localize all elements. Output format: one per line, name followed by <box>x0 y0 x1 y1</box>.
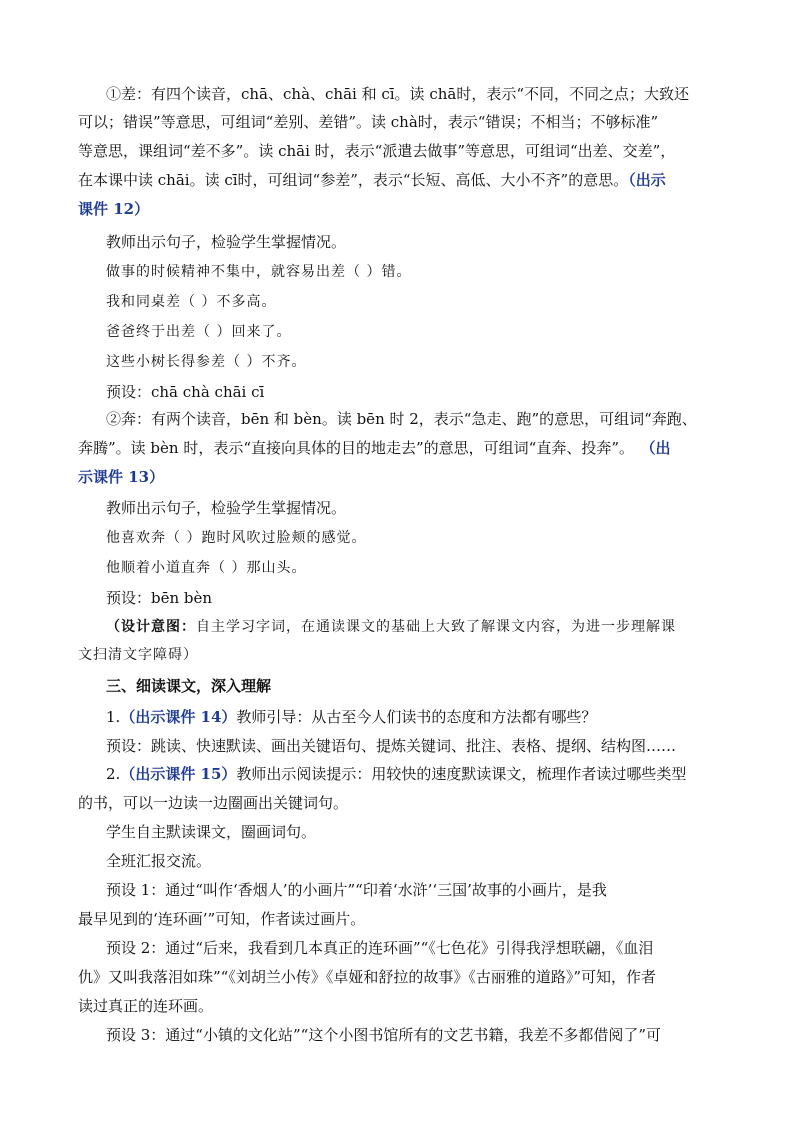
step-text: 教师出示阅读提示：用较快的速度默读课文，梳理作者读过哪些类型 <box>236 765 687 783</box>
courseware-tag: （出示课件 14） <box>120 708 237 726</box>
para-line: ②奔：有两个读音，bēn 和 bèn。读 bēn 时 2，表示“急走、跑”的意思，可组词“奔跑、 <box>106 410 697 428</box>
teacher-instruction: 教师出示句子，检验学生掌握情况。 <box>106 499 347 517</box>
preset-line: 读过真正的连环画。 <box>78 997 214 1015</box>
courseware-tag: （出 <box>648 439 671 457</box>
courseware-tag: 课件 12） <box>78 200 150 218</box>
para-line <box>78 170 666 190</box>
step-text: 教师引导：从古至今人们读书的态度和方法都有哪些？ <box>236 708 597 726</box>
step-item <box>106 707 596 727</box>
para-text: 奔腾”。读 bèn 时，表示“直接向具体的目的地走去”的意思，可组词“直奔、投奔”。 <box>78 439 635 457</box>
example-sentence: 这些小树长得参差（ ）不齐。 <box>106 354 307 370</box>
example-sentence: 他喜欢奔（ ）跑时风吹过脸颊的感觉。 <box>106 530 367 546</box>
preset-line: 预设 1：通过“叫作‘香烟人’的小画片”“印着‘水浒’‘三国’故事的小画片，是我 <box>106 881 607 899</box>
preset-line: 预设 3：通过“小镇的文化站”“这个小图书馆所有的文艺书籍，我差不多都借阅了”可 <box>106 1026 661 1044</box>
courseware-tag: 示课件 13） <box>78 468 165 486</box>
activity-note: 全班汇报交流。 <box>106 852 212 870</box>
step-number: 2. <box>106 765 121 783</box>
example-sentence: 我和同桌差（ ）不多高。 <box>106 294 277 310</box>
step-number: 1. <box>106 708 121 726</box>
activity-note: 学生自主默读课文，圈画词句。 <box>106 823 317 841</box>
preset-line: 预设 2：通过“后来，我看到几本真正的连环画”“《七色花》引得我浮想联翩，《血泪 <box>106 939 654 957</box>
preset-line: 仇》又叫我落泪如珠”“《刘胡兰小传》《卓娅和舒拉的故事》《古丽雅的道路》”可知，作者 <box>78 968 657 986</box>
example-sentence: 爸爸终于出差（ ）回来了。 <box>106 324 292 340</box>
teacher-instruction: 教师出示句子，检验学生掌握情况。 <box>106 233 347 251</box>
courseware-tag: （出示课件 15） <box>120 765 237 783</box>
design-intent-text: 自主学习字词，在通读课文的基础上大致了解课文内容，为进一步理解课 <box>196 619 676 635</box>
design-intent-text: 文扫清文字障碍） <box>78 647 198 663</box>
design-intent-label: （设计意图： <box>106 619 196 635</box>
preset-answer: 预设：chā chà chāi cī <box>106 383 265 401</box>
para-line: ①差：有四个读音，chā、chà、chāi 和 cī。读 chā时，表示“不同，不同之点；大致还 <box>106 85 689 103</box>
example-sentence: 他顺着小道直奔（ ）那山头。 <box>106 560 307 576</box>
preset-answer: 预设：bēn bèn <box>106 589 213 607</box>
para-line <box>78 438 671 458</box>
section-heading: 三、细读课文，深入理解 <box>106 677 272 695</box>
courseware-tag: （出示 <box>628 171 666 189</box>
step-item <box>106 764 686 784</box>
step-text: 的书，可以一边读一边圈画出关键词句。 <box>78 794 349 812</box>
para-text: 在本课中读 chāi。读 cī时，可组词“参差”，表示“长短、高低、大小不齐”的意思。 <box>78 171 629 189</box>
para-line: 等意思，课组词“差不多”。读 chāi 时，表示“派遣去做事”等意思，可组词“出差、交差”， <box>78 142 676 160</box>
para-line: 可以；错误”等意思，可组词“差别、差错”。读 chà时，表示“错误；不相当；不够标准” <box>78 113 659 131</box>
preset-answer: 预设：跳读、快速默读、画出关键语句、提炼关键词、批注、表格、提纲、结构图…… <box>106 737 677 755</box>
preset-line: 最早见到的‘连环画’”可知，作者读过画片。 <box>78 910 366 928</box>
example-sentence: 做事的时候精神不集中，就容易出差（ ）错。 <box>106 264 412 280</box>
